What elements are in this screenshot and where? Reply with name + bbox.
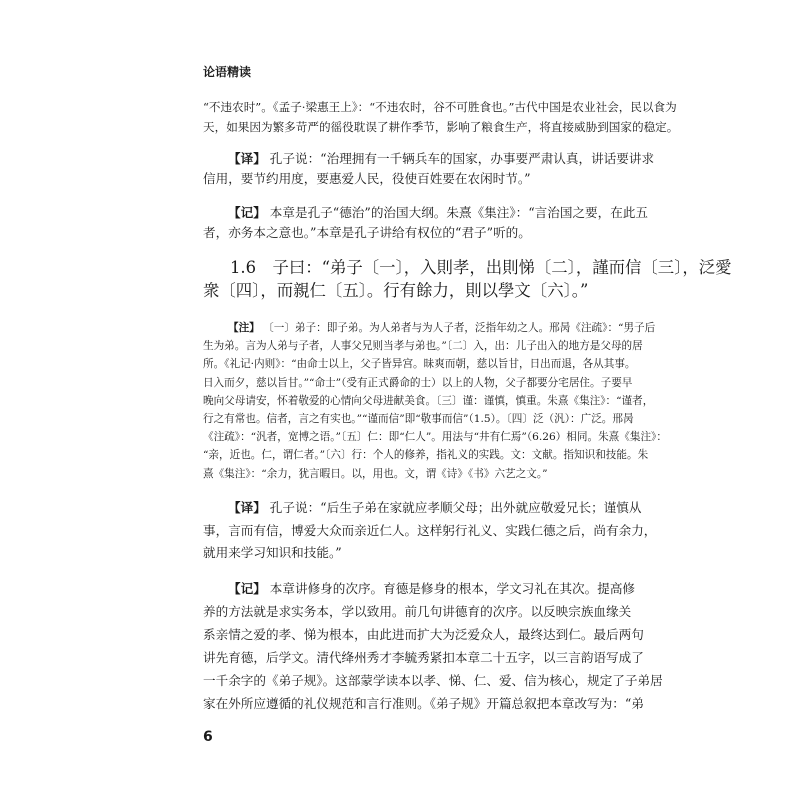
translation-tag: 【译】 bbox=[228, 151, 266, 166]
text-line: 晚向父母请安，怀着敬爱的心情向父母进献美食。〔三〕谨：谨慎，慎重。朱熹《集注》：“谨者， bbox=[203, 394, 654, 407]
notes-1-6 bbox=[203, 319, 667, 483]
text-line: “不违农时”。《孟子·梁惠王上》：“不违农时，谷不可胜食也。”古代中国是农业社会，民以食为 bbox=[203, 100, 677, 114]
text-line: 生为弟。言为人弟与子者，人事父兄则当孝与弟也。”〔二〕入，出：儿子出入的地方是父母的居 bbox=[203, 340, 643, 353]
paragraph-remark-1-5 bbox=[203, 203, 649, 243]
text-line: 行之有常也。信者，言之有实也。”“谨而信”即“敬事而信”（1.5）。〔四〕泛（汎）：广泛。邢昺 bbox=[203, 413, 634, 426]
text-line: 日入而夕，慈以旨甘。”“命士”（受有正式爵命的士）以上的人物，父子都要分宅居住。子要早 bbox=[203, 376, 633, 389]
remark-tag: 【记】 bbox=[228, 581, 266, 596]
text-line: 所。《礼记·内则》：“由命士以上，父子皆异宫。昧爽而朝，慈以旨甘，日出而退，各从其事。 bbox=[203, 358, 636, 371]
text-line bbox=[203, 497, 642, 520]
text-line bbox=[203, 149, 655, 169]
text-line: 信用，要节约用度，要惠爱人民，役使百姓要在农闲时节。” bbox=[203, 171, 531, 186]
notes-tag: 【注】 bbox=[228, 322, 260, 334]
text-line: 系亲情之爱的孝、悌为根本，由此进而扩大为泛爱众人，最终达到仁。最后两句 bbox=[203, 627, 644, 642]
text-line: 天，如果因为繁多苛严的徭役耽误了耕作季节，影响了粮食生产，将直接威胁到国家的稳定。 bbox=[203, 120, 679, 134]
text-line bbox=[203, 577, 636, 600]
text-line bbox=[203, 203, 649, 223]
text-span: 孔子说：“后生子弟在家就应孝顺父母；出外就应敬爱兄长；谨慎从 bbox=[269, 500, 642, 515]
text-line bbox=[203, 319, 656, 337]
running-header: 论语精读 bbox=[203, 65, 252, 79]
translation-tag: 【译】 bbox=[228, 500, 266, 515]
remark-tag: 【记】 bbox=[228, 205, 266, 220]
text-line: 《注疏》：“汎者，宽博之语。”〔五〕仁：即“仁人”。用法与“井有仁焉”（6.26）相同。朱熹《集注》： bbox=[203, 431, 667, 444]
text-line: 衆〔四〕，而親仁〔五〕。行有餘力，則以學文〔六〕。” bbox=[203, 281, 589, 300]
text-span: 本章是孔子“德治”的治国大纲。朱熹《集注》：“言治国之要，在此五 bbox=[269, 205, 649, 220]
paragraph-commentary-continued bbox=[203, 97, 679, 137]
text-line: 1.6 子曰：“弟子〔一〕，入則孝，出則悌〔二〕，謹而信〔三〕，泛愛 bbox=[230, 258, 732, 277]
text-line: 讲先育德，后学文。清代绛州秀才李毓秀紧扣本章二十五字，以三言韵语写成了 bbox=[203, 650, 644, 665]
page-number: 6 bbox=[203, 729, 213, 745]
verse-1-6 bbox=[203, 256, 732, 302]
paragraph-translation-1-5 bbox=[203, 149, 655, 189]
paragraph-translation-1-6 bbox=[203, 497, 657, 565]
text-line: 一千余字的《弟子规》。这部蒙学读本以孝、悌、仁、爱、信为核心，规定了子弟居 bbox=[203, 673, 663, 688]
text-line: 家在外所应遵循的礼仪规范和言行准则。《弟子规》开篇总叙把本章改写为：“弟 bbox=[203, 696, 644, 711]
text-line: 熹《集注》：“余力，犹言暇日。以，用也。文，谓《诗》《书》六艺之文。” bbox=[203, 467, 548, 480]
text-span: 本章讲修身的次序。育德是修身的根本，学文习礼在其次。提高修 bbox=[269, 581, 636, 596]
text-line: “亲，近也。仁，谓仁者。”〔六〕行：个人的修养，指礼义的实践。文：文献。指知识和技能。朱 bbox=[203, 449, 649, 462]
text-line: 事，言而有信，博爱大众而亲近仁人。这样躬行礼义、实践仁德之后，尚有余力， bbox=[203, 522, 657, 538]
text-span: 〔一〕弟子：即子弟。为人弟者与为人子者，泛指年幼之人。邢昺《注疏》：“男子后 bbox=[263, 322, 656, 334]
text-line: 养的方法就是求实务本，学以致用。前几句讲德育的次序。以反映宗族血缘关 bbox=[203, 604, 632, 619]
text-line: 者，亦务本之意也。”本章是孔子讲给有权位的“君子”听的。 bbox=[203, 225, 531, 240]
paragraph-remark-1-6 bbox=[203, 577, 663, 715]
text-span: 孔子说：“治理拥有一千辆兵车的国家，办事要严肃认真，讲话要讲求 bbox=[269, 151, 655, 166]
text-line: 就用来学习知识和技能。” bbox=[203, 545, 342, 560]
